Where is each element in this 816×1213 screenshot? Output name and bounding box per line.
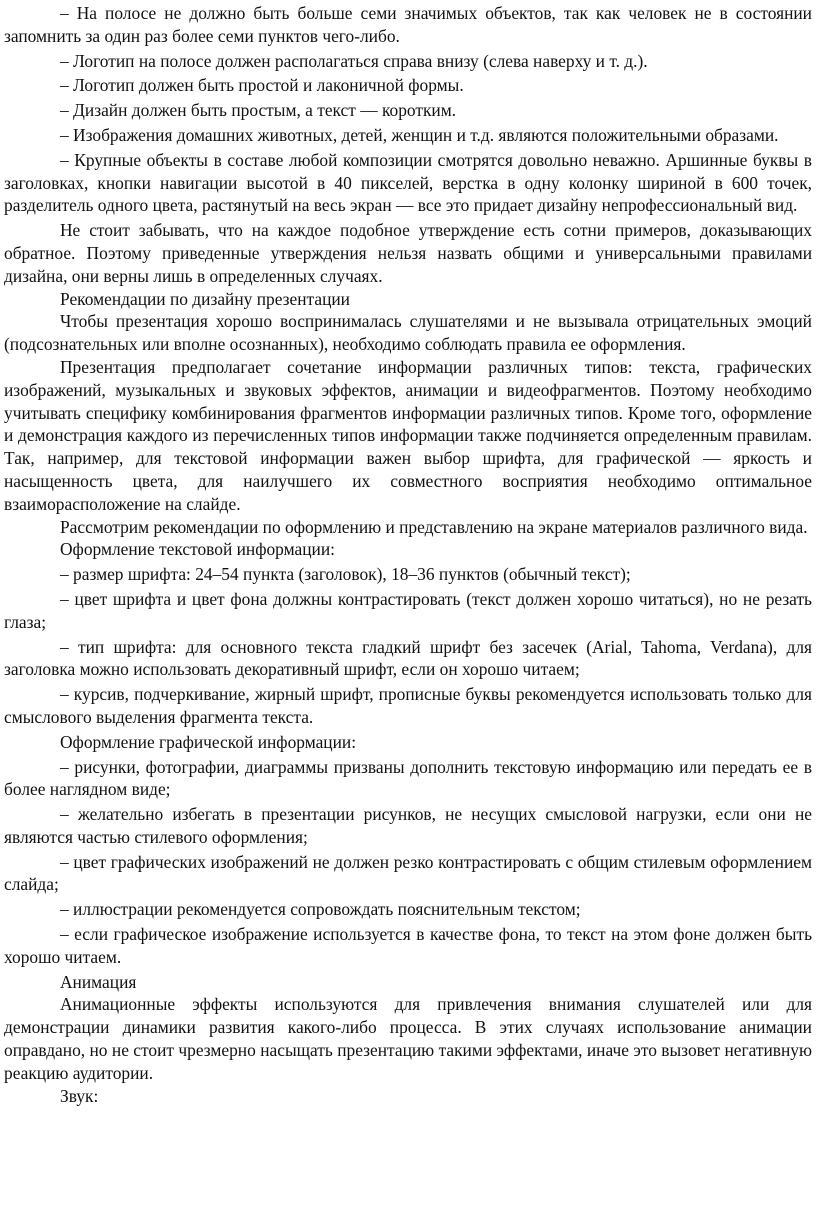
bullet-item: – рисунки, фотографии, диаграммы призваны дополнить текстовую информацию или передать ее в более наглядном виде; <box>4 756 812 800</box>
list-item: – Логотип на полосе должен располагаться справа внизу (слева наверху и т. д.). <box>60 50 648 71</box>
bullet-item: – курсив, подчеркивание, жирный шрифт, прописные буквы рекомендуется использовать только для смыслового выделения фрагмента текста. <box>4 684 812 727</box>
section-heading: Анимация <box>60 971 137 992</box>
paragraph: Презентация предполагает сочетание информации различных типов: текста, графических изображений, музыкальных и звуковых эффектов, анимации и видеофрагментов. Поэтому необходимо учитывать специфику комбинирования фрагментов информации различных типов. Кроме того, оформление и демонстрация каждого из перечисленных типов информации также подчиняется определенным правилам. Так, например, для текстовой информации важен выбор шрифта, для графической — яркость и насыщенность цвета, для наилучшего их совместного восприятия необходимо оптимальное взаиморасположение на слайде. <box>4 356 812 514</box>
bullet-item: – желательно избегать в презентации рисунков, не несущих смысловой нагрузки, если они не являются частью стилевого оформления; <box>4 804 812 847</box>
list-item: – Изображения домашних животных, детей, женщин и т.д. являются положительными образами. <box>60 124 779 145</box>
paragraph: Анимационные эффекты используются для привлечения внимания слушателей или для демонстрации динамики развития какого-либо процесса. В этих случаях использование анимации оправдано, но не стоит чрезмерно насыщать презентацию такими эффектами, иначе это вызовет негативную реакцию аудитории. <box>4 994 812 1083</box>
paragraph: Рассмотрим рекомендации по оформлению и представлению на экране материалов различного вида. <box>60 516 808 537</box>
list-item: – На полосе не должно быть больше семи значимых объектов, так как человек не в состоянии запомнить за один раз более семи пунктов чего-либо. <box>4 3 812 46</box>
bullet-item: – цвет шрифта и цвет фона должны контрастировать (текст должен хорошо читаться), но не резать глаза; <box>4 588 812 632</box>
bullet-item: – если графическое изображение используется в качестве фона, то текст на этом фоне должен быть хорошо читаем. <box>4 924 812 967</box>
bullet-item: – цвет графических изображений не должен резко контрастировать с общим стилевым оформлением слайда; <box>4 851 812 895</box>
list-item: – Логотип должен быть простой и лаконичной формы. <box>60 75 464 96</box>
list-item: – Крупные объекты в составе любой композиции смотрятся довольно неважно. Аршинные буквы в заголовках, кнопки навигации высотой в 40 пикселей, верстка в одну колонку шириной в 600 точек, разделитель одного цвета, растянутый на весь экран — все это придает дизайну непрофессиональный вид. <box>4 149 812 216</box>
paragraph: Чтобы презентация хорошо воспринималась слушателями и не вызывала отрицательных эмоций (подсознательных или вполне осознанных), необходимо соблюдать правила ее оформления. <box>4 311 812 355</box>
section-heading: Рекомендации по дизайну презентации <box>60 288 350 309</box>
section-heading: Звук: <box>60 1085 99 1106</box>
bullet-item: – иллюстрации рекомендуется сопровождать пояснительным текстом; <box>60 899 581 920</box>
list-item: – Дизайн должен быть простым, а текст — коротким. <box>60 100 457 121</box>
section-heading: Оформление графической информации: <box>60 731 357 752</box>
section-heading: Оформление текстовой информации: <box>60 539 335 560</box>
paragraph: Не стоит забывать, что на каждое подобное утверждение есть сотни примеров, доказывающих обратное. Поэтому приведенные утверждения нельзя назвать общими и универсальными правилами дизайна, они верны лишь в определенных случаях. <box>4 220 812 286</box>
bullet-item: – тип шрифта: для основного текста гладкий шрифт без засечек (Arial, Tahoma, Verdana), для заголовка можно использовать декоративный шрифт, если он хорошо читаем; <box>4 636 812 680</box>
document-page <box>0 2 816 1213</box>
bullet-item: – размер шрифта: 24–54 пункта (заголовок), 18–36 пунктов (обычный текст); <box>60 564 631 585</box>
